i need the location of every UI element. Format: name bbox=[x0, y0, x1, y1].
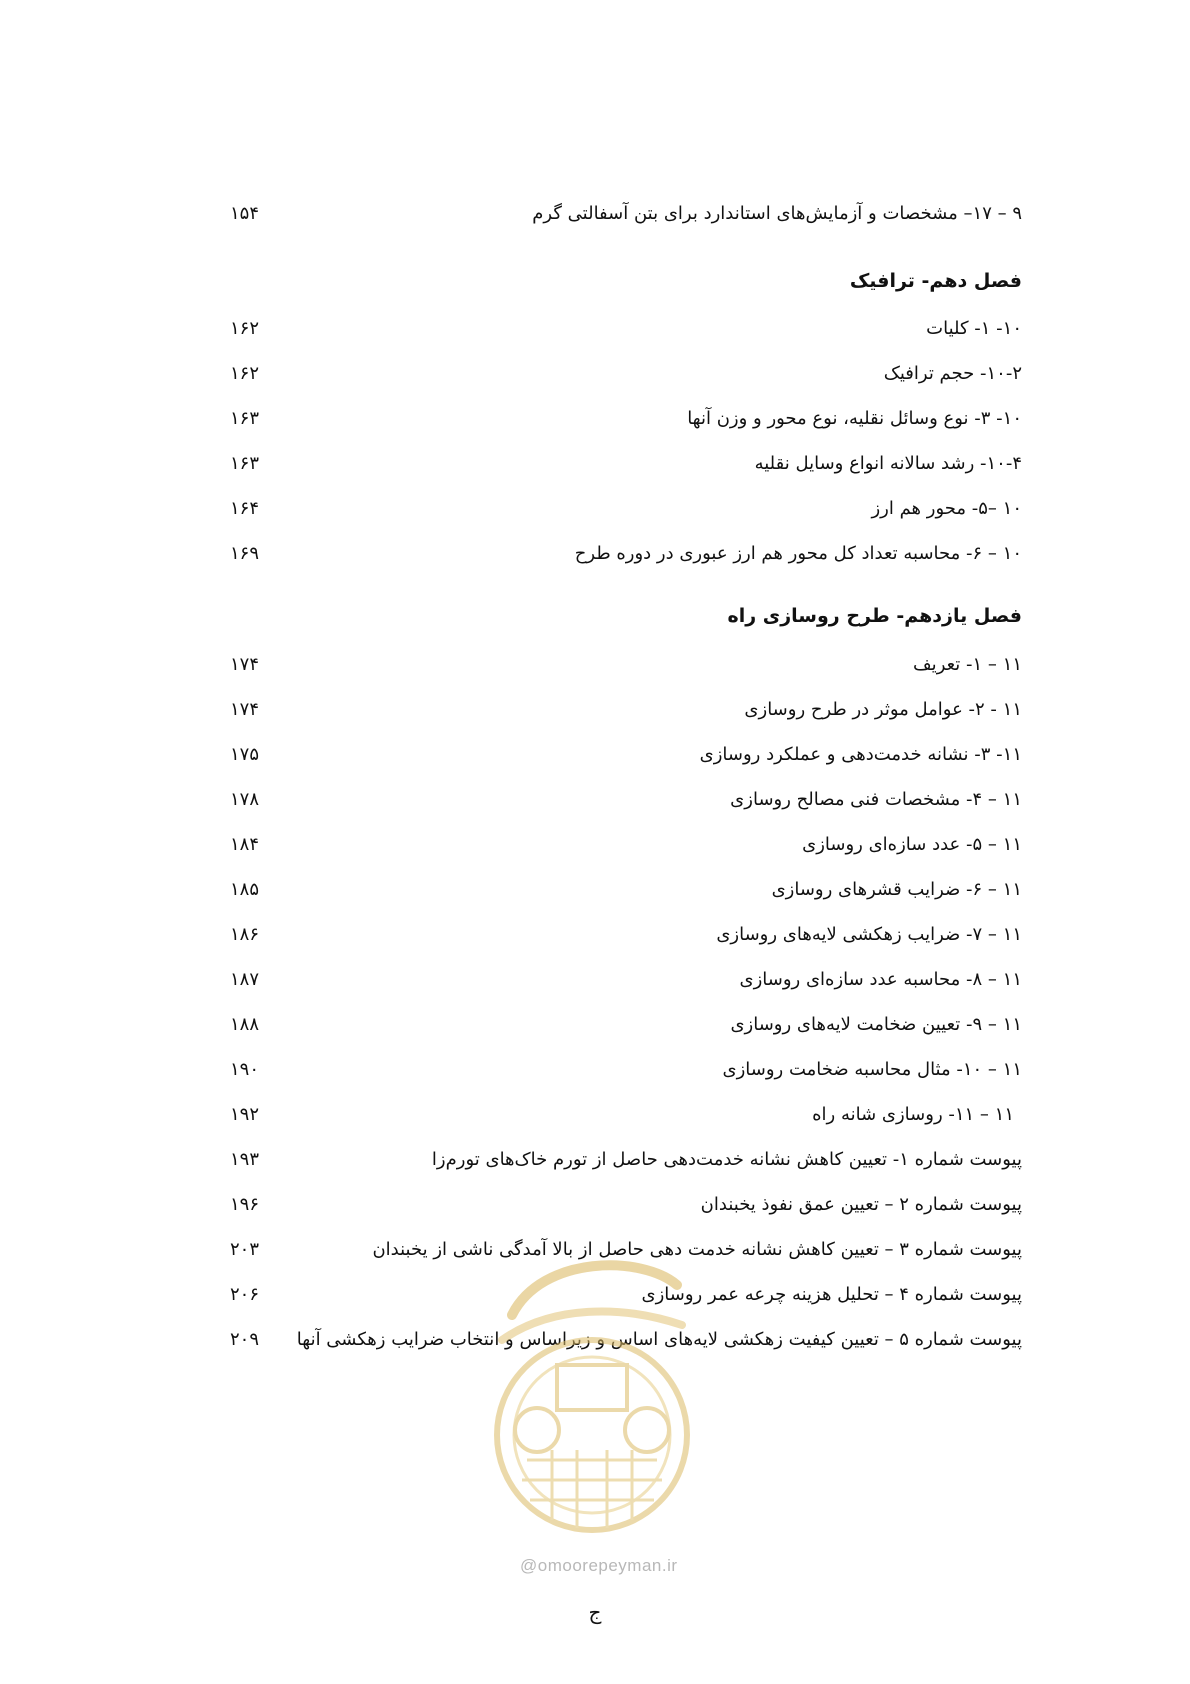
toc-entry-title: ۱۰-۴- رشد سالانه انواع وسایل نقلیه bbox=[754, 453, 1022, 474]
toc-entry-title: ۱۰ – ۶- محاسبه تعداد کل محور هم ارز عبوری در دوره طرح bbox=[574, 543, 1022, 564]
toc-entry-title: ۱۱ – ۱۱- روسازی شانه راه bbox=[812, 1104, 1014, 1125]
toc-entry bbox=[230, 446, 1022, 482]
toc-entry-page: ۱۸۸ bbox=[230, 1014, 260, 1035]
toc-entry-page: ۱۹۶ bbox=[230, 1194, 260, 1215]
toc-entry-title: ۱۰- ۳- نوع وسائل نقلیه، نوع محور و وزن آنها bbox=[687, 408, 1022, 429]
toc-entry-page: ۱۷۴ bbox=[230, 699, 260, 720]
toc-entry-title: ۱۱ – ۷- ضرایب زهکشی لایه‌های روسازی bbox=[716, 924, 1022, 945]
toc-entry bbox=[230, 917, 1022, 953]
toc-entry-page: ۱۹۰ bbox=[230, 1059, 260, 1080]
toc-entry bbox=[230, 311, 1022, 347]
toc-entry-title: ۱۱ – ۶- ضرایب قشرهای روسازی bbox=[771, 879, 1022, 900]
watermark-logo-icon bbox=[482, 1245, 702, 1555]
toc-entry bbox=[230, 647, 1022, 683]
toc-entry-title: ۱۰ –۵- محور هم ارز bbox=[871, 498, 1022, 519]
toc-entry bbox=[230, 401, 1022, 437]
toc-entry bbox=[230, 737, 1022, 773]
toc-entry-9-17 bbox=[230, 196, 1022, 232]
toc-entry-page: ۱۷۴ bbox=[230, 654, 260, 675]
toc-entry bbox=[230, 692, 1022, 728]
toc-entry-page: ۲۰۳ bbox=[230, 1239, 260, 1260]
toc-entry-page: ۱۶۲ bbox=[230, 363, 260, 384]
toc-entry-page: ۱۷۵ bbox=[230, 744, 260, 765]
toc-entry-page: ۲۰۹ bbox=[230, 1329, 260, 1350]
appendix-entry bbox=[230, 1187, 1022, 1223]
toc-entry bbox=[230, 356, 1022, 392]
toc-entry-title: ۹ – ۱۷– مشخصات و آزمایش‌های استاندارد برای بتن آسفالتی گرم bbox=[532, 203, 1022, 224]
toc-entry-title: ۱۰-۲- حجم ترافیک bbox=[883, 363, 1022, 384]
toc-entry-page: ۱۷۸ bbox=[230, 789, 260, 810]
toc-entry-title: ۱۰- ۱- کلیات bbox=[926, 318, 1022, 339]
toc-entry-title: ۱۱ – ۸- محاسبه عدد سازه‌ای روسازی bbox=[739, 969, 1022, 990]
toc-entry bbox=[230, 1007, 1022, 1043]
toc-entry-title: ۱۱ – ۵- عدد سازه‌ای روسازی bbox=[802, 834, 1022, 855]
toc-entry-page: ۱۶۳ bbox=[230, 453, 260, 474]
toc-entry-title: پیوست شماره ۱- تعیین کاهش نشانه خدمت‌دهی حاصل از تورم خاک‌های تورم‌زا bbox=[431, 1149, 1022, 1170]
toc-entry-page: ۱۸۵ bbox=[230, 879, 260, 900]
toc-entry-title: ۱۱ – ۹- تعیین ضخامت لایه‌های روسازی bbox=[730, 1014, 1022, 1035]
toc-entry-page: ۱۶۴ bbox=[230, 498, 260, 519]
chapter-10-heading: فصل دهم- ترافیک bbox=[849, 270, 1022, 292]
toc-entry-page: ۱۹۳ bbox=[230, 1149, 260, 1170]
chapter-11-heading: فصل یازدهم- طرح روسازی راه bbox=[727, 605, 1022, 627]
footer-page-label: ج bbox=[588, 1600, 602, 1624]
toc-entry bbox=[230, 536, 1022, 572]
toc-entry-page: ۱۵۴ bbox=[230, 203, 260, 224]
toc-entry-title: پیوست شماره ۲ – تعیین عمق نفوذ یخبندان bbox=[700, 1194, 1022, 1215]
toc-entry-title: ۱۱ – ۱۰- مثال محاسبه ضخامت روسازی bbox=[722, 1059, 1022, 1080]
toc-entry bbox=[230, 782, 1022, 818]
toc-entry-title: ۱۱ - ۲- عوامل موثر در طرح روسازی bbox=[744, 699, 1022, 720]
toc-entry-page: ۱۶۳ bbox=[230, 408, 260, 429]
toc-entry-page: ۱۶۲ bbox=[230, 318, 260, 339]
toc-entry-title: پیوست شماره ۴ – تحلیل هزینه چرعه عمر روسازی bbox=[641, 1284, 1022, 1305]
toc-entry-page: ۱۶۹ bbox=[230, 543, 260, 564]
toc-entry-title: پیوست شماره ۳ – تعیین کاهش نشانه خدمت دهی حاصل از بالا آمدگی ناشی از یخبندان bbox=[372, 1239, 1022, 1260]
toc-entry bbox=[230, 1052, 1022, 1088]
appendix-entry bbox=[230, 1142, 1022, 1178]
toc-entry bbox=[230, 962, 1022, 998]
toc-entry-title: پیوست شماره ۵ – تعیین کیفیت زهکشی لایه‌های اساس و زیراساس و انتخاب ضرایب زهکشی آنها bbox=[296, 1329, 1022, 1350]
toc-entry bbox=[230, 1097, 1022, 1133]
toc-entry bbox=[230, 827, 1022, 863]
toc-entry-page: ۱۸۶ bbox=[230, 924, 260, 945]
toc-entry-page: ۱۹۲ bbox=[230, 1104, 260, 1125]
toc-entry-title: ۱۱- ۳- نشانه خدمت‌دهی و عملکرد روسازی bbox=[699, 744, 1022, 765]
toc-entry-title: ۱۱ – ۴- مشخصات فنی مصالح روسازی bbox=[730, 789, 1022, 810]
toc-entry-page: ۲۰۶ bbox=[230, 1284, 260, 1305]
toc-entry bbox=[230, 872, 1022, 908]
toc-entry bbox=[230, 491, 1022, 527]
toc-entry-page: ۱۸۷ bbox=[230, 969, 260, 990]
watermark-url: @omoorepeyman.ir bbox=[520, 1556, 678, 1575]
toc-entry-page: ۱۸۴ bbox=[230, 834, 260, 855]
toc-entry-title: ۱۱ – ۱- تعریف bbox=[913, 654, 1022, 675]
